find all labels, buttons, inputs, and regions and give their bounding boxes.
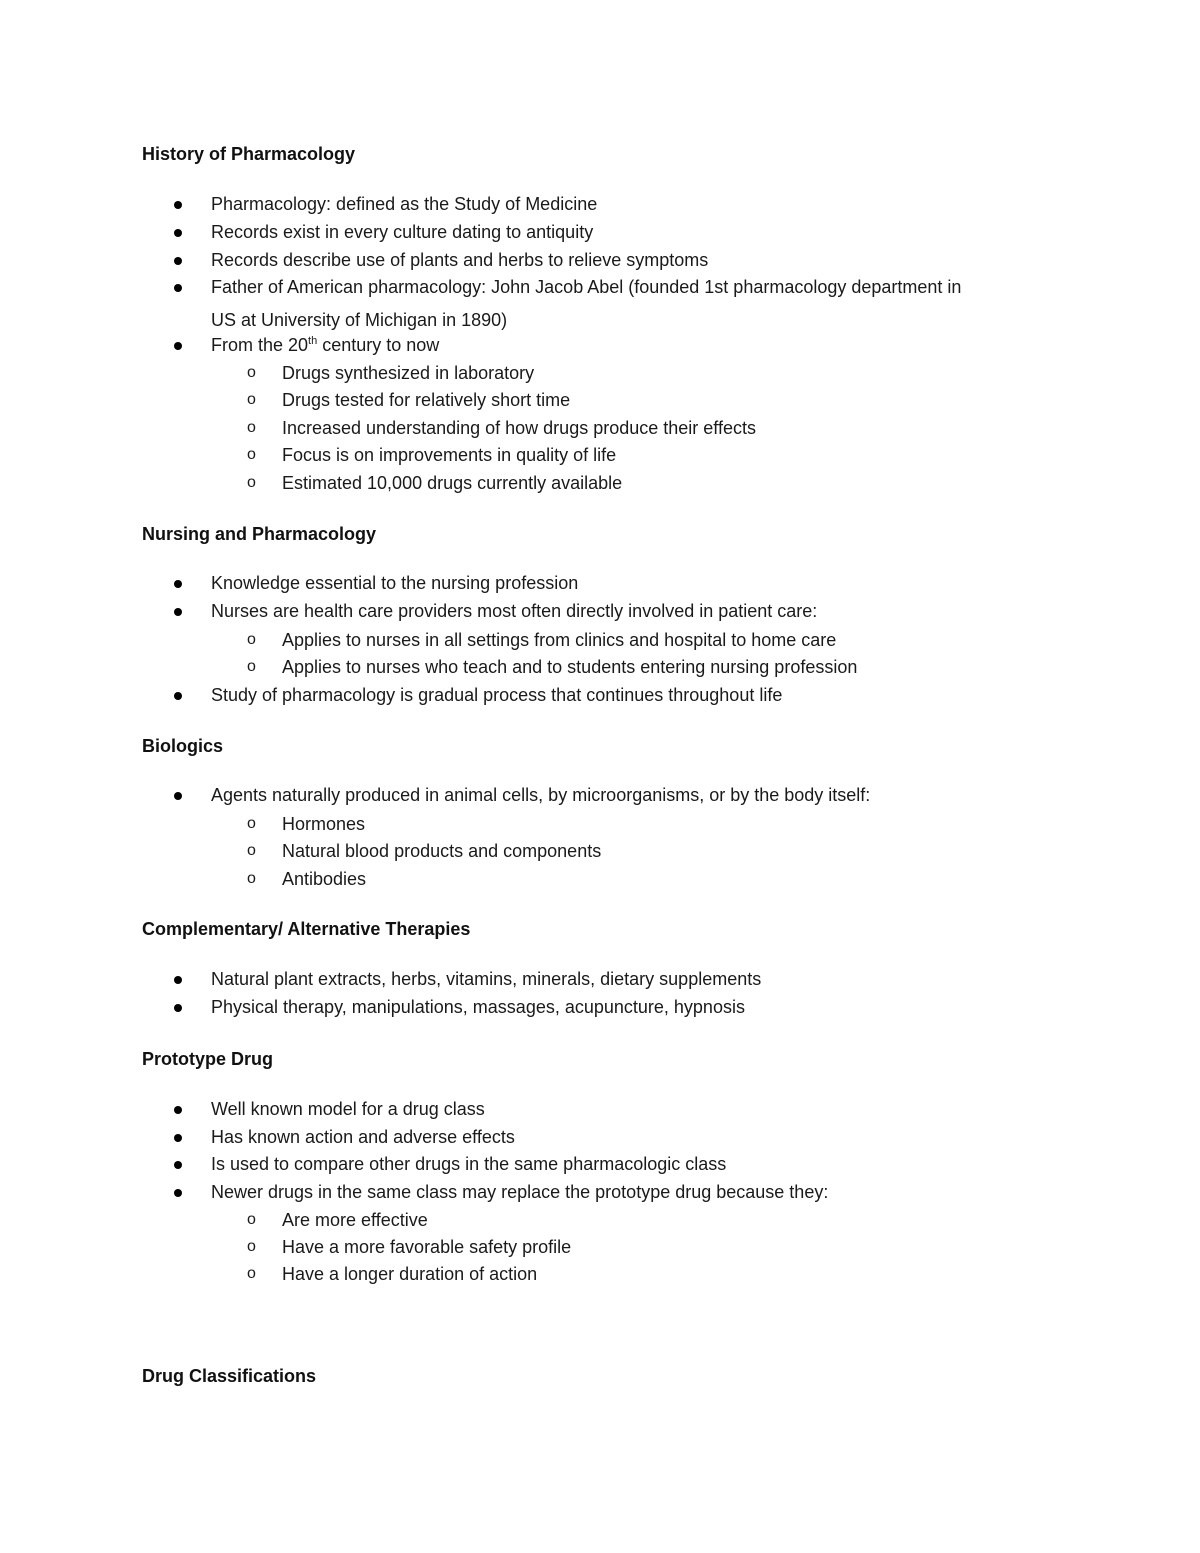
sub-bullet-icon: o bbox=[247, 419, 256, 436]
bullet-icon bbox=[174, 792, 182, 800]
sub-bullet-icon: o bbox=[247, 1238, 256, 1255]
bullet-icon bbox=[174, 1161, 182, 1169]
century-superscript: th bbox=[308, 335, 318, 347]
century-text-rest: century to now bbox=[317, 335, 440, 355]
sub-bullet-icon: o bbox=[247, 1211, 256, 1228]
bullet-icon bbox=[174, 1134, 182, 1142]
sub-list-item: Focus is on improvements in quality of life bbox=[282, 445, 617, 465]
sub-bullet-icon: o bbox=[247, 1265, 256, 1282]
heading-prototype: Prototype Drug bbox=[142, 1049, 274, 1069]
sub-list-item: Are more effective bbox=[282, 1210, 428, 1230]
century-text: From the 20 bbox=[211, 335, 309, 355]
list-item-continuation: US at University of Michigan in 1890) bbox=[211, 310, 508, 330]
list-item: Father of American pharmacology: John Jacob Abel (founded 1st pharmacology department in bbox=[211, 277, 962, 297]
sub-list-item: Applies to nurses in all settings from clinics and hospital to home care bbox=[282, 630, 837, 650]
bullet-icon bbox=[174, 201, 182, 209]
heading-classifications: Drug Classifications bbox=[142, 1366, 317, 1386]
bullet-icon bbox=[174, 229, 182, 237]
bullet-icon bbox=[174, 284, 182, 292]
sub-bullet-icon: o bbox=[247, 364, 256, 381]
list-item: Has known action and adverse effects bbox=[211, 1127, 515, 1147]
bullet-icon bbox=[174, 257, 182, 265]
list-item: Records describe use of plants and herbs to relieve symptoms bbox=[211, 250, 709, 270]
sub-list-item: Increased understanding of how drugs produce their effects bbox=[282, 418, 756, 438]
list-item: Records exist in every culture dating to antiquity bbox=[211, 222, 594, 242]
bullet-icon bbox=[174, 342, 182, 350]
list-item: Well known model for a drug class bbox=[211, 1099, 485, 1119]
sub-list-item: Drugs synthesized in laboratory bbox=[282, 363, 535, 383]
sub-bullet-icon: o bbox=[247, 815, 256, 832]
bullet-icon bbox=[174, 1106, 182, 1114]
sub-list-item: Applies to nurses who teach and to students entering nursing profession bbox=[282, 657, 858, 677]
bullet-icon bbox=[174, 580, 182, 588]
sub-bullet-icon: o bbox=[247, 474, 256, 491]
heading-history: History of Pharmacology bbox=[142, 144, 356, 164]
bullet-icon bbox=[174, 976, 182, 984]
sub-bullet-icon: o bbox=[247, 446, 256, 463]
heading-biologics: Biologics bbox=[142, 736, 224, 756]
sub-bullet-icon: o bbox=[247, 391, 256, 408]
bullet-icon bbox=[174, 608, 182, 616]
list-item: Newer drugs in the same class may replace the prototype drug because they: bbox=[211, 1182, 829, 1202]
list-item: Nurses are health care providers most often directly involved in patient care: bbox=[211, 601, 818, 621]
sub-bullet-icon: o bbox=[247, 631, 256, 648]
sub-list-item: Have a longer duration of action bbox=[282, 1264, 538, 1284]
bullet-icon bbox=[174, 1004, 182, 1012]
list-item: Natural plant extracts, herbs, vitamins, minerals, dietary supplements bbox=[211, 969, 762, 989]
list-item: Physical therapy, manipulations, massages, acupuncture, hypnosis bbox=[211, 997, 745, 1017]
bullet-icon bbox=[174, 1189, 182, 1197]
sub-bullet-icon: o bbox=[247, 842, 256, 859]
sub-bullet-icon: o bbox=[247, 658, 256, 675]
list-item: Study of pharmacology is gradual process that continues throughout life bbox=[211, 685, 783, 705]
heading-complementary: Complementary/ Alternative Therapies bbox=[142, 919, 471, 939]
bullet-icon bbox=[174, 692, 182, 700]
list-item: Knowledge essential to the nursing profession bbox=[211, 573, 579, 593]
heading-nursing: Nursing and Pharmacology bbox=[142, 524, 377, 544]
list-item: Is used to compare other drugs in the same pharmacologic class bbox=[211, 1154, 727, 1174]
list-item: Pharmacology: defined as the Study of Medicine bbox=[211, 194, 598, 214]
sub-list-item: Antibodies bbox=[282, 869, 367, 889]
sub-bullet-icon: o bbox=[247, 870, 256, 887]
sub-list-item: Drugs tested for relatively short time bbox=[282, 390, 571, 410]
sub-list-item: Estimated 10,000 drugs currently available bbox=[282, 473, 623, 493]
sub-list-item: Have a more favorable safety profile bbox=[282, 1237, 572, 1257]
sub-list-item: Natural blood products and components bbox=[282, 841, 602, 861]
list-item: Agents naturally produced in animal cells, by microorganisms, or by the body itself: bbox=[211, 785, 871, 805]
list-item-century bbox=[211, 335, 439, 356]
sub-list-item: Hormones bbox=[282, 814, 366, 834]
